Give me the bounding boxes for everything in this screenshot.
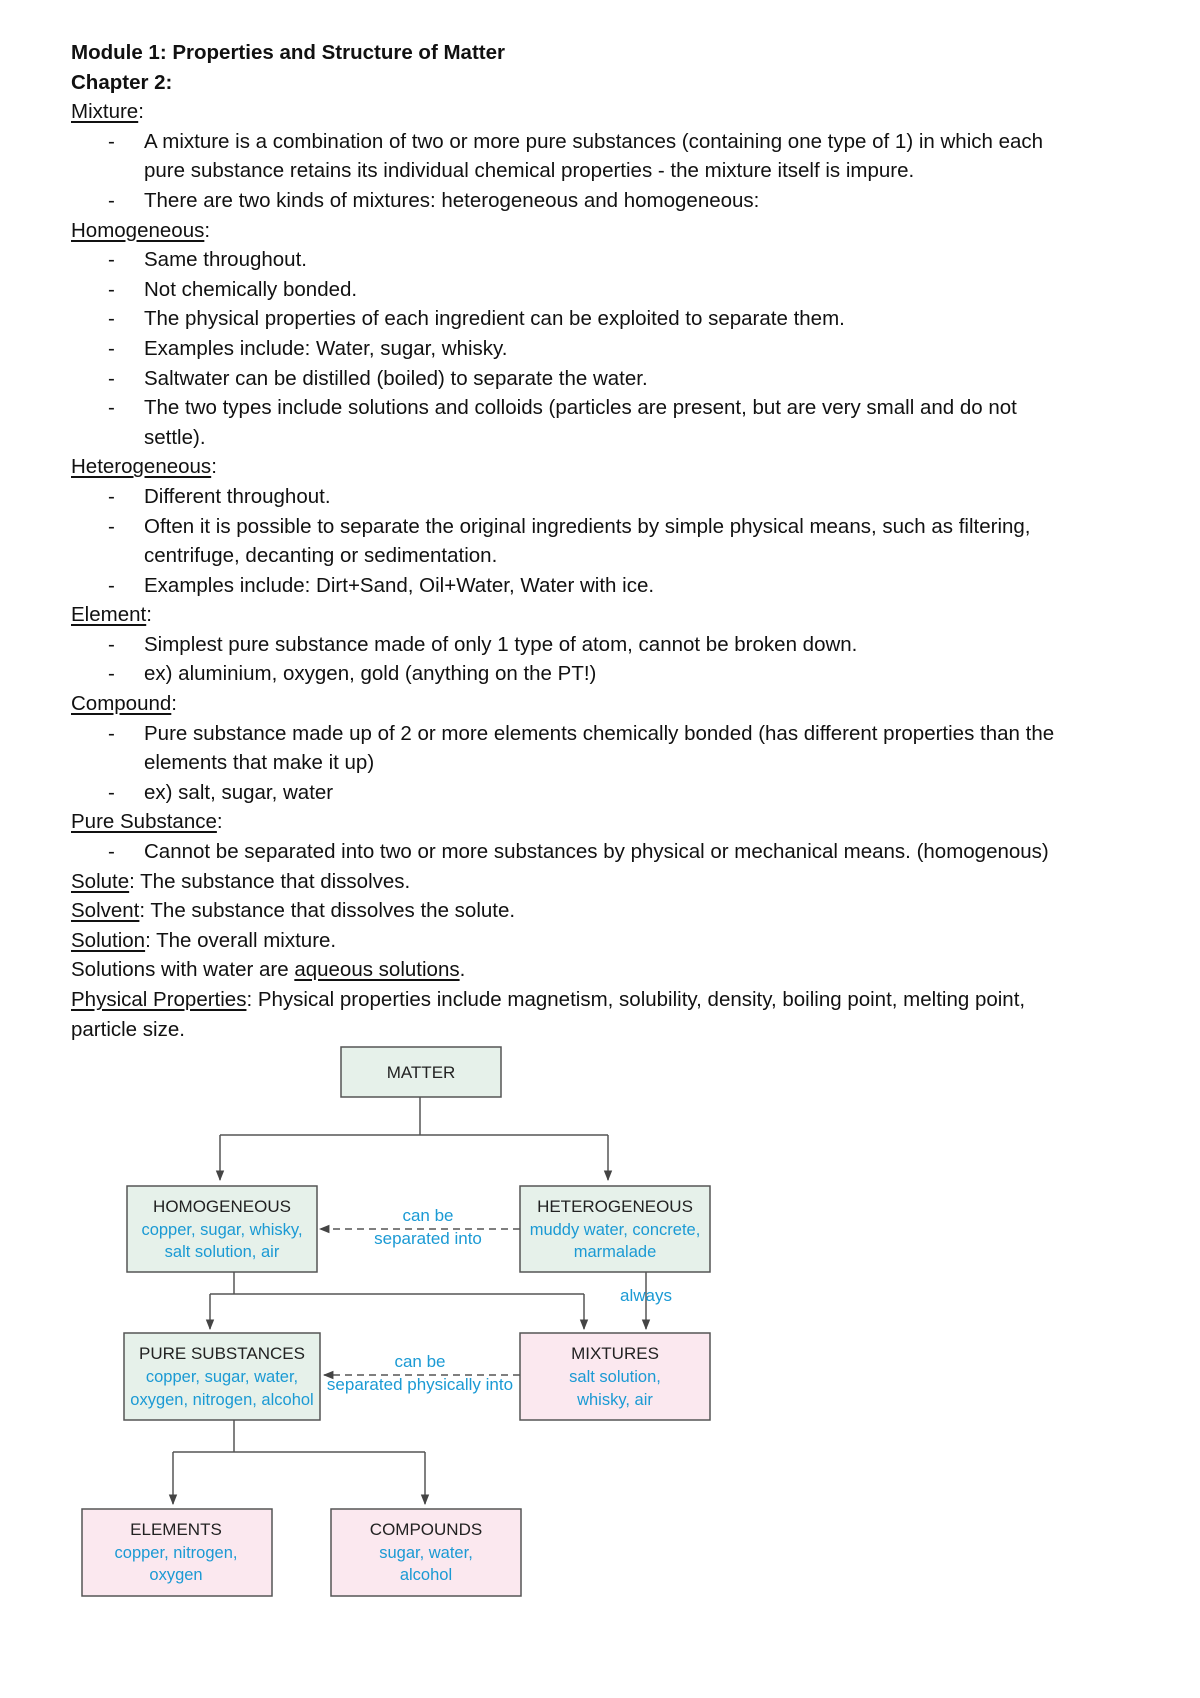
list-item-text: ex) salt, sugar, water [144, 780, 334, 804]
list-item: - There are two kinds of mixtures: heterogeneous and homogeneous: [108, 188, 760, 212]
compounds-box [331, 1509, 521, 1596]
physical-properties-term: Physical Properties [71, 988, 247, 1011]
list-item-text: pure substance retains its individual chemical properties - the mixture itself is impure. [144, 159, 915, 183]
elements-box-examples-1: copper, nitrogen, [114, 1544, 238, 1562]
list-item: - Same throughout. [108, 248, 307, 272]
mixtures-box [520, 1333, 710, 1420]
aqueous-pre: Solutions with water are [71, 958, 295, 982]
list-item-text: Cannot be separated into two or more substances by physical or mechanical means. (homogenous) [144, 840, 1049, 864]
solution-term: Solution [71, 928, 146, 952]
mixtures-box-examples-2: whisky, air [577, 1391, 653, 1409]
elements-box-examples-2: oxygen [149, 1566, 203, 1584]
elements-box-title: ELEMENTS [130, 1520, 222, 1539]
physical-properties-def: : Physical properties include magnetism, solubility, density, boiling point, melting point, [246, 988, 1026, 1011]
list-item: - Often it is possible to separate the original ingredients by simple physical means, such as filtering, [108, 514, 1031, 538]
chapter-title: Chapter 2: [71, 70, 173, 94]
list-item-text: Not chemically bonded. [144, 277, 358, 301]
list-item-text: Simplest pure substance made of only 1 type of atom, cannot be broken down. [144, 632, 858, 656]
module-title: Module 1: Properties and Structure of Matter [71, 41, 505, 64]
list-item-text: The physical properties of each ingredient can be exploited to separate them. [144, 307, 845, 331]
aqueous-post: . [459, 958, 466, 982]
homogeneous-term: Homogeneous [71, 218, 205, 242]
list-item: - Cannot be separated into two or more substances by physical or mechanical means. (homogenous) [108, 840, 1049, 864]
homogeneous-box-examples-2: salt solution, air [164, 1243, 280, 1261]
solute-def: : The substance that dissolves. [129, 869, 411, 893]
list-item: - Examples include: Water, sugar, whisky. [108, 336, 508, 360]
label-can-be-1: can be [402, 1206, 454, 1225]
list-item-text: The two types include solutions and colloids (particles are present, but are very small and do not [144, 396, 1017, 420]
mixture-heading: Mixture: [71, 100, 144, 124]
list-item: - ex) aluminium, oxygen, gold (anything on the PT!) [108, 662, 597, 686]
homogeneous-box [127, 1186, 317, 1272]
pure-substances-box-title: PURE SUBSTANCES [139, 1344, 305, 1363]
elements-box [82, 1509, 272, 1596]
pure-substances-box-examples-1: copper, sugar, water, [145, 1368, 299, 1386]
list-item-text: Examples include: Water, sugar, whisky. [144, 336, 508, 360]
list-item-text: Saltwater can be distilled (boiled) to separate the water. [144, 366, 648, 390]
pure-substances-box-examples-2: oxygen, nitrogen, alcohol [130, 1391, 314, 1409]
list-item-text: Different throughout. [144, 484, 331, 508]
list-item-text: There are two kinds of mixtures: heterogeneous and homogeneous: [144, 188, 760, 212]
pure-substance-term: Pure Substance [71, 810, 217, 834]
heterogeneous-box-title: HETEROGENEOUS [537, 1197, 693, 1216]
list-item: - Examples include: Dirt+Sand, Oil+Water, Water with ice. [108, 573, 655, 597]
list-item: - Saltwater can be distilled (boiled) to separate the water. [108, 366, 648, 390]
list-item: - Different throughout. [108, 484, 331, 508]
pure-substance-heading: Pure Substance: [71, 810, 223, 834]
list-item-text: centrifuge, decanting or sedimentation. [144, 544, 498, 568]
physical-properties-continued: particle size. [71, 1017, 185, 1041]
label-can-be-2: can be [394, 1352, 446, 1371]
diagram-connectors [173, 1097, 646, 1504]
heterogeneous-heading: Heterogeneous: [71, 455, 217, 479]
list-item-text: A mixture is a combination of two or more pure substances (containing one type of 1) in which each [144, 129, 1044, 153]
label-always: always [620, 1286, 672, 1305]
homogeneous-box-examples-1: copper, sugar, whisky, [141, 1221, 303, 1239]
heterogeneous-term: Heterogeneous [71, 455, 212, 479]
list-item: - The physical properties of each ingredient can be exploited to separate them. [108, 307, 845, 331]
element-term: Element [71, 603, 147, 627]
list-item: - Simplest pure substance made of only 1 type of atom, cannot be broken down. [108, 632, 858, 656]
homogeneous-box-title: HOMOGENEOUS [153, 1197, 291, 1216]
compound-heading: Compound: [71, 692, 177, 716]
element-heading: Element: [71, 603, 152, 627]
compounds-box-examples-2: alcohol [399, 1566, 453, 1584]
list-item: - Not chemically bonded. [108, 277, 358, 301]
list-item-text: Often it is possible to separate the original ingredients by simple physical means, such as filtering, [144, 514, 1031, 538]
list-item-text: Same throughout. [144, 248, 307, 272]
list-item-text: elements that make it up) [144, 751, 375, 775]
list-item-text: settle). [144, 425, 206, 449]
solvent-term: Solvent [71, 899, 140, 923]
pure-substances-box [124, 1333, 320, 1420]
compounds-box-examples-1: sugar, water, [379, 1544, 473, 1562]
aqueous-term: aqueous solutions [294, 958, 460, 982]
list-item: - Pure substance made up of 2 or more elements chemically bonded (has different properties than the [108, 721, 1055, 745]
list-item: - The two types include solutions and colloids (particles are present, but are very small and do not [108, 396, 1017, 420]
label-separated-physically-into: separated physically into [326, 1375, 514, 1394]
solvent-def: : The substance that dissolves the solute. [139, 899, 516, 923]
list-item: - A mixture is a combination of two or more pure substances (containing one type of 1) in which each [108, 129, 1044, 153]
matter-box [341, 1047, 501, 1097]
heterogeneous-box-examples-2: marmalade [573, 1243, 657, 1261]
compound-term: Compound [71, 692, 172, 716]
list-item: - ex) salt, sugar, water [108, 780, 334, 804]
label-separated-into: separated into [374, 1229, 482, 1248]
list-item-text: ex) aluminium, oxygen, gold (anything on the PT!) [144, 662, 597, 686]
solute-term: Solute [71, 869, 130, 893]
homogeneous-heading: Homogeneous: [71, 218, 211, 242]
solution-def: : The overall mixture. [145, 928, 337, 952]
mixture-term: Mixture [71, 100, 139, 124]
compounds-box-title: COMPOUNDS [369, 1520, 483, 1539]
list-item-text: Examples include: Dirt+Sand, Oil+Water, Water with ice. [144, 573, 655, 597]
heterogeneous-box [520, 1186, 710, 1272]
mixtures-box-examples-1: salt solution, [569, 1368, 661, 1386]
mixtures-box-title: MIXTURES [571, 1344, 659, 1363]
matter-title: MATTER [386, 1063, 456, 1082]
list-item-text: Pure substance made up of 2 or more elements chemically bonded (has different properties than the [144, 721, 1055, 745]
heterogeneous-box-examples-1: muddy water, concrete, [529, 1221, 701, 1239]
